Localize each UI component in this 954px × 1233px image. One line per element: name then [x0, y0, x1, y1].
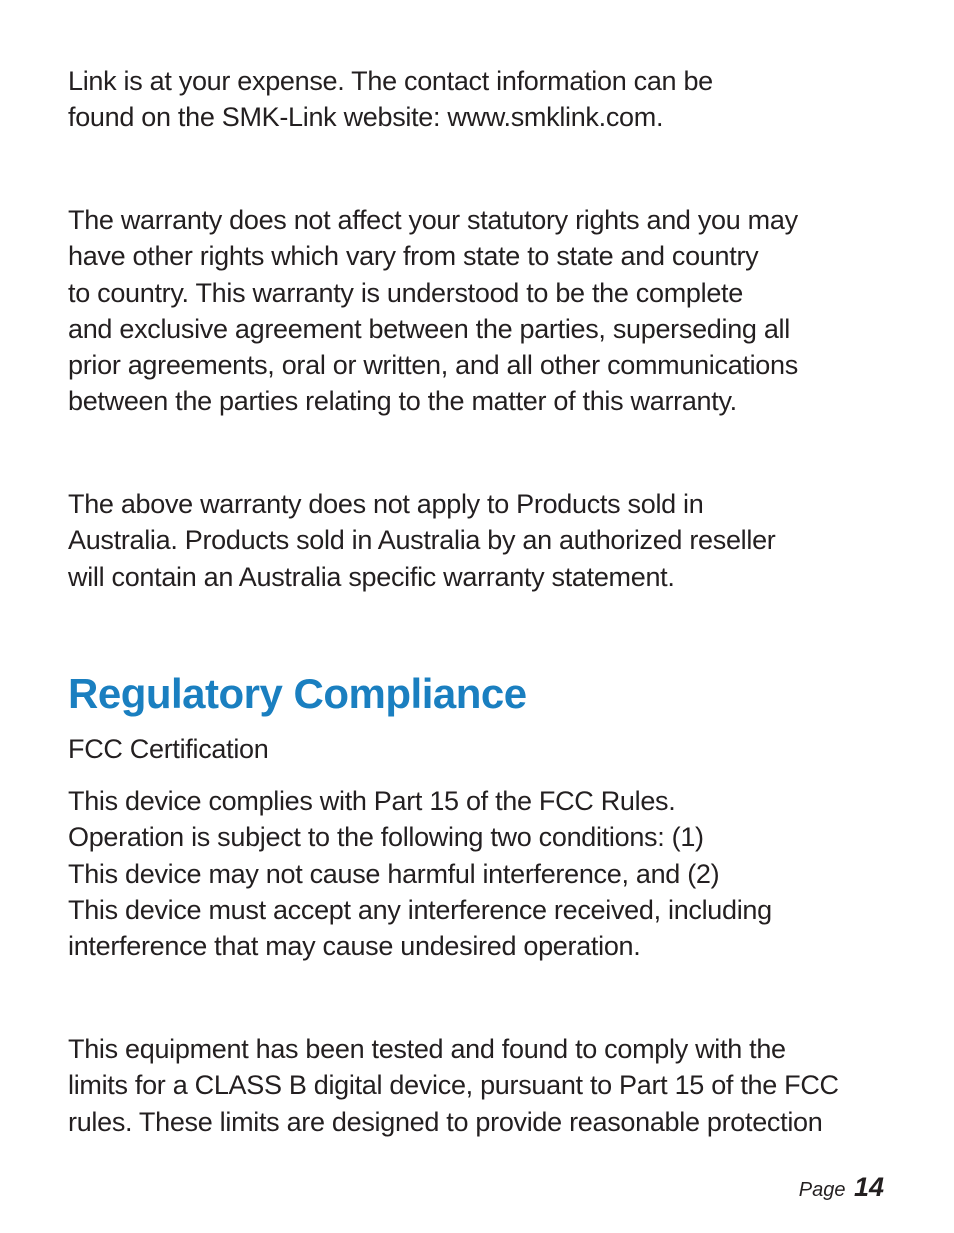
- text-line: will contain an Australia specific warranty statement.: [68, 561, 675, 592]
- page-number: 14: [853, 1172, 884, 1202]
- text-line: limits for a CLASS B digital device, pursuant to Part 15 of the FCC: [68, 1070, 839, 1101]
- text-line: This device complies with Part 15 of the FCC Rules.: [68, 786, 676, 816]
- text-line: This equipment has been tested and found to comply with the: [68, 1034, 786, 1064]
- text-line: and exclusive agreement between the parties, superseding all: [68, 313, 790, 344]
- text-line: The warranty does not affect your statutory rights and you may: [68, 205, 798, 235]
- text-line: rules. These limits are designed to provide reasonable protection: [68, 1106, 823, 1137]
- paragraph-contact-info: [68, 63, 908, 136]
- text-line: This device may not cause harmful interference, and (2): [68, 858, 720, 889]
- paragraph-australia-warranty: [68, 486, 908, 595]
- text-line: prior agreements, oral or written, and all other communications: [68, 350, 798, 381]
- paragraph-class-b-limits: [68, 1031, 908, 1140]
- text-line: between the parties relating to the matter of this warranty.: [68, 386, 737, 417]
- text-line: This device must accept any interference received, including: [68, 894, 772, 925]
- text-line: The above warranty does not apply to Products sold in: [68, 489, 704, 519]
- text-line: Operation is subject to the following two conditions: (1): [68, 822, 704, 853]
- text-line: Link is at your expense. The contact information can be: [68, 66, 713, 96]
- text-line: found on the SMK-Link website: www.smklink.com.: [68, 102, 664, 133]
- subsection-heading: FCC Certification: [68, 734, 269, 764]
- text-line: to country. This warranty is understood to be the complete: [68, 277, 743, 308]
- text-line: have other rights which vary from state to state and country: [68, 241, 759, 272]
- text-line: interference that may cause undesired operation.: [68, 931, 641, 962]
- paragraph-fcc-part15: [68, 783, 908, 964]
- paragraph-statutory-rights: [68, 202, 908, 420]
- page-label: Page: [798, 1179, 846, 1201]
- section-heading: Regulatory Compliance: [68, 670, 527, 717]
- text-line: Australia. Products sold in Australia by an authorized reseller: [68, 525, 776, 556]
- page-footer: [799, 1172, 884, 1203]
